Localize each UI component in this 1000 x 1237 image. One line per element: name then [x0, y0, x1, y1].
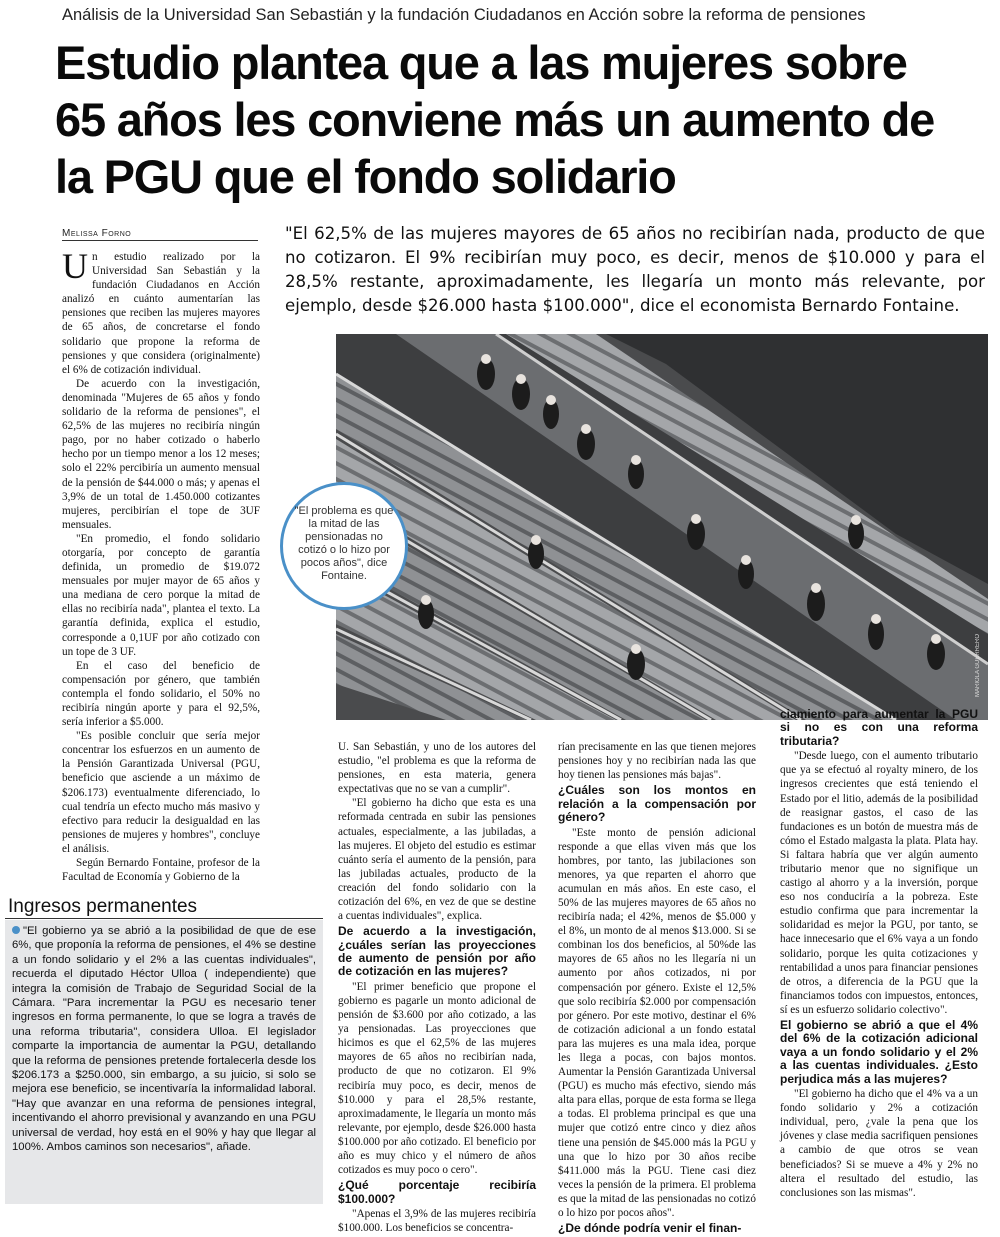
paragraph: "El gobierno ha dicho que esta es una reformada centrada en subir las pensiones actuales, especialmente, a las jubiladas, a las mujeres. El objeto del estudio es estimar cuánto sería el aumento de la pensión, para las jubiladas actuales, producto de la creación del fondo solidario con la cotización del 6%, en vez de que se destine a cuentas individuales", explica.: [338, 797, 536, 923]
headline-line-2: 65 años les conviene más un aumento de: [55, 93, 935, 146]
paragraph: "Apenas el 3,9% de las mujeres recibiría $100.000. Los beneficios se concentra-: [338, 1207, 536, 1235]
paragraph: "Este monto de pensión adicional responde a que ellas viven más que los hombres, por tanto, las jubilaciones son menores, ya que reparten el ahorro que acumulan en más años. En este caso, el 50% de las mujeres mayores de 65 años no recibiría nada; el 42%, menos de $5.000 y el 8%, un monto de al menos $13.000. Si se combinan los dos beneficios, al 50%de las mayores de 65 años no les llegaría ni un aumento por años cotizados, ni por compensación por género. Existe el 12,5% que solo recibiría $2.000 por compensación por género. Por este motivo, destinar el 6% de cotización adicional a un fondo estatal para las mujeres es una mala idea, porque les llega a pocas, con bajos montos. Aumentar la Pensión Garantizada Universal (PGU) es mucho más efectivo, siendo más alta para ellas, porque de esta forma se llega a todas. El problema principal es que una mujer que cotizó entre cinco y diez años tiene una pensión de $45.000 más la PGU y una que lo hizo por 30 años recibe $411.000 más la PGU. Tiene casi diez veces la pensión de la primera. El problema es que la mitad de las pensionadas no cotizó o lo hizo por pocos años".: [558, 826, 756, 1220]
kicker: Análisis de la Universidad San Sebastián y la fundación Ciudadanos en Acción sobre la reforma de pensiones: [62, 6, 866, 24]
interview-question: ¿Cuáles son los montos en relación a la compensación por género?: [558, 783, 756, 825]
paragraph: En el caso del beneficio de compensación por género, que también contempla el fondo solidario, el 50% no recibiría ningún aporte y para el 92,5%, sería inferior a $5.000.: [62, 659, 260, 729]
headline: [55, 34, 985, 205]
bullet-icon: [12, 926, 20, 934]
article-column-3: [558, 740, 756, 1237]
interview-question: De acuerdo a la investigación, ¿cuáles serían las proyecciones de aumento de pensión por año de cotización en las mujeres?: [338, 924, 536, 979]
interview-question: ciamiento para aumentar la PGU si no es con una reforma tributaria?: [780, 707, 978, 748]
author-byline: Melissa Forno: [62, 228, 258, 241]
sidebar-box-text: "El gobierno ya se abrió a la posibilidad de que de ese 6%, que proponía la reforma de pensiones, el 4% se destine a un fondo solidario y el 2% a las cuentas individuales", recuerda el diputado Héctor Ulloa ( independiente) que integra la comisión de Trabajo de Seguridad Social de la Cámara. "Para incrementar la PGU es necesario tener ingresos en forma permanente, lo que se logra a través de una reforma tributaria", considera Ulloa. El legislador comparte la importancia de aumentar la PGU, detallando que la reforma de pensiones pretende fortalecerla desde los $206.173 a $250.000, sin embargo, a su juicio, si solo se mejora ese beneficio, se incentivaría la informalidad laboral. "Hay que avanzar en una reforma de pensiones integral, incentivando el ahorro previsional y avanzando en una PGU universal de verdad, hoy está en el 90% y hay que llegar al 100%. Ambos caminos son necesarios", añade.: [12, 925, 316, 1154]
headline-line-1: Estudio plantea que a las mujeres sobre: [55, 36, 907, 89]
paragraph: "Desde luego, con el aumento tributario que ya se efectuó al royalty minero, de los ingresos crecientes que está teniendo el Estado por el litio, además de la posibilidad de reasignar gastos, el caso de las fundaciones es un botón de muestra más de cómo el Estado malgasta la plata. Plata hay. Si faltara habría que ver algún aumento tributario menor que no signifique un castigo al ahorro y a la inversión, porque eso nos conduciría a la pobreza. Este estudio confirma que para incrementar la solidaridad es mejor la PGU, por tanto, se hace innecesario que el 6% vaya a un fondo solidario, porque les quita cotizaciones y rentabilidad a unos para financiar pensiones de otros, a diferencia de la PGU que la financiamos todos con impuestos, entonces, sí es un esfuerzo solidario colectivo".: [780, 750, 978, 1016]
sidebar-box-title: Ingresos permanentes: [8, 896, 198, 917]
sidebar-box-rule: [5, 918, 323, 919]
paragraph: "Es posible concluir que sería mejor concentrar los esfuerzos en un aumento de la Pensión Garantizada Universal (PGU, beneficio que asciende a un máximo de $206.173) eventualmente diferenciado, lo cual tendría un efecto mucho más masivo y efectivo para reducir la desigualdad en las pensiones de mujeres y hombres", concluye el análisis.: [62, 730, 260, 855]
pull-quote: "El 62,5% de las mujeres mayores de 65 años no recibirían nada, producto de que no cotizaron. El 9% recibirían muy poco, es decir, menos de $10.000 y para el 28,5% restante, aproximadamente, les llegaría un monto más relevante, por ejemplo, desde $26.000 hasta $100.000", dice el economista Bernardo Fontaine.: [285, 224, 985, 315]
escalator-photo-illustration: [336, 334, 988, 720]
drop-cap: U: [62, 246, 88, 286]
headline-line-3: la PGU que el fondo solidario: [55, 150, 676, 203]
article-column-4: [780, 706, 978, 1200]
paragraph: U. San Sebastián, y uno de los autores del estudio, "el problema es que la reforma de pensiones, en esta materia, genera expectativas que no se van a cumplir".: [338, 741, 536, 796]
article-column-1: [62, 246, 260, 884]
paragraph: "En promedio, el fondo solidario otorgaría, por concepto de garantía definida, un promedio de $19.072 mensuales por mujer mayor de 65 años y una mediana de cero porque la mitad de ellas no recibiría nada", plantea el texto. La garantía definida, explica el estudio, corresponde a 0,1UF por año cotizado con un tope de 3 UF.: [62, 532, 260, 658]
paragraph: "El primer beneficio que propone el gobierno es pagarle un monto adicional de pensión de $3.600 por año cotizado, a las ya pensionadas. Las proyecciones que hicimos es que el 62,5% de las mujeres mayores de 65 años no recibirían nada, producto de que no cotizaron. El 9% recibiría muy poco, es decir, menos de $10.000 y para el 28,5% restante, aproximadamente, le llegaría un monto más relevante, por ejemplo, desde $26.000 hasta $100.000 por año cotizado. El beneficio por año es muy chico y el número de años cotizados es muy poco o cero".: [338, 980, 536, 1177]
interview-question: ¿De dónde podría venir el finan-: [558, 1221, 742, 1236]
photo-credit: MARIOLA GUERRERO: [975, 634, 981, 698]
interview-question: ¿Qué porcentaje recibiría $100.000?: [338, 1178, 536, 1206]
paragraph: Un estudio realizado por la Universidad San Sebastián y la fundación Ciudadanos en Acción analizó en cuánto aumentarían las pensiones que reciben las mujeres mayores de 65 años, de concretarse el fondo solidario que propone la reforma de pensiones y que considera (originalmente) el 6% de cotización individual.: [62, 246, 260, 376]
interview-question: El gobierno se abrió a que el 4% del 6% de la cotización adicional vaya a un fondo solidario y el 2% a las cuentas individuales. ¿Esto perjudica más a las mujeres?: [780, 1018, 978, 1086]
paragraph: De acuerdo con la investigación, denominada "Mujeres de 65 años y fondo solidario de la reforma de pensiones", el 62,5% de las mujeres no recibiría ningún pago, por no haber cotizado o haberlo hecho por un tiempo menor a los 12 meses; solo el 22% percibiría un aumento mensual de la pensión de $44.000 o más; y apenas el 3,9% de un total de 1.450.000 cotizantes mujeres, percibirían el tope de 3UF mensuales.: [62, 377, 260, 531]
paragraph: rían precisamente en las que tienen mejores pensiones hoy y no recibirían nada las que hoy tienen las pensiones más bajas".: [558, 741, 756, 782]
article-column-2: [338, 740, 536, 1235]
paragraph: "El gobierno ha dicho que el 4% va a un fondo solidario y 2% a cotización individual, pero, ¿vale la pena que los jóvenes y clase media sacrifiquen pensiones a cambio de que otros se vean beneficiados? Si se mueve a 4% y 2% no altera el resultado del estudio, las conclusiones son las mismas".: [780, 1088, 978, 1199]
escalator-photo: [336, 334, 988, 720]
paragraph: Según Bernardo Fontaine, profesor de la Facultad de Economía y Gobierno de la: [62, 857, 260, 884]
callout-quote: "El problema es que la mitad de las pensionadas no cotizó o lo hizo por pocos años", dice Fontaine.: [280, 482, 408, 610]
